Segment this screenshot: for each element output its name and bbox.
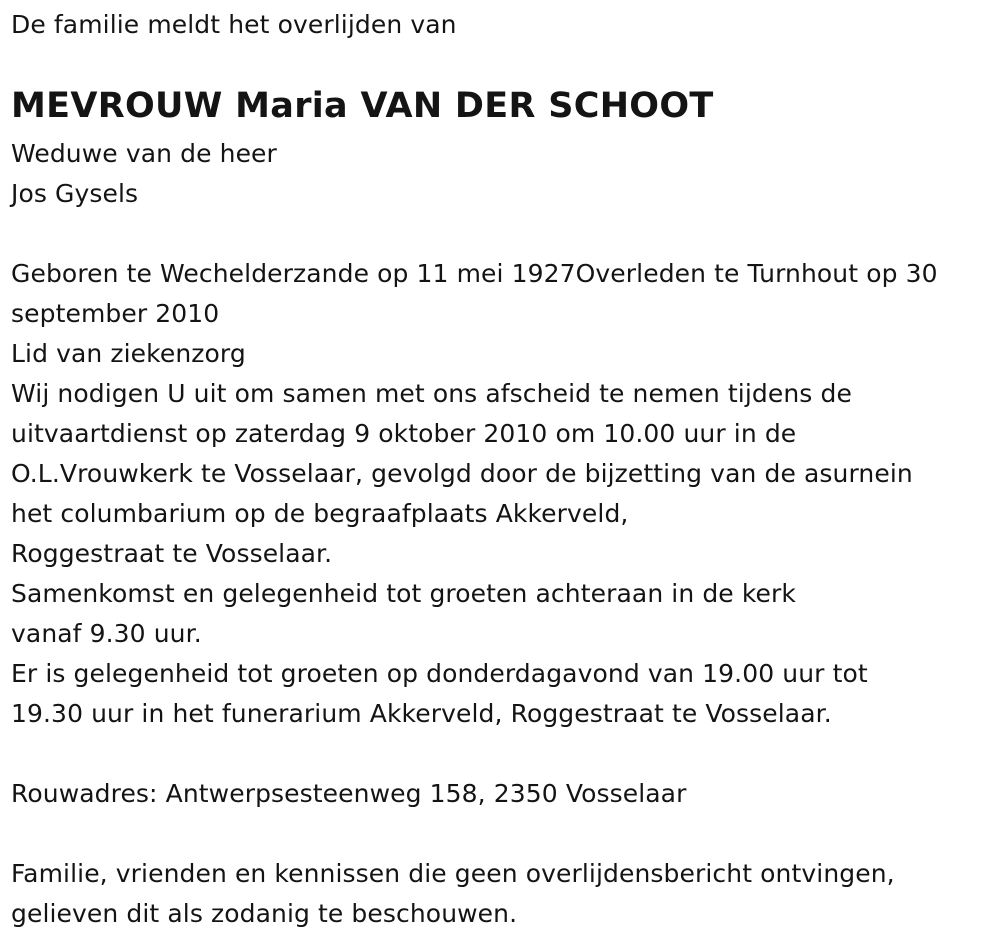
funeral-line: O.L.Vrouwkerk te Vosselaar, gevolgd door de bijzetting van de asurnein: [11, 459, 913, 488]
spouse-line-2: Jos Gysels: [11, 179, 139, 208]
closing-line: Familie, vrienden en kennissen die geen overlijdensbericht ontvingen,: [11, 859, 895, 888]
spouse-line-1: Weduwe van de heer: [11, 139, 277, 168]
mourning-address: Rouwadres: Antwerpsesteenweg 158, 2350 Vosselaar: [11, 779, 687, 808]
birth-death-line-2: september 2010: [11, 299, 220, 328]
gathering-line: Samenkomst en gelegenheid tot groeten achteraan in de kerk: [11, 579, 796, 608]
gathering-line: vanaf 9.30 uur.: [11, 619, 202, 648]
membership-line: Lid van ziekenzorg: [11, 339, 246, 368]
closing-line: gelieven dit als zodanig te beschouwen.: [11, 899, 518, 928]
funeral-line: het columbarium op de begraafplaats Akkerveld,: [11, 499, 629, 528]
funeral-line: Wij nodigen U uit om samen met ons afscheid te nemen tijdens de: [11, 379, 852, 408]
birth-death-line-1: Geboren te Wechelderzande op 11 mei 1927Overleden te Turnhout op 30: [11, 259, 938, 288]
funeral-line: uitvaartdienst op zaterdag 9 oktober 2010 om 10.00 uur in de: [11, 419, 797, 448]
intro-text: De familie meldt het overlijden van: [11, 10, 457, 39]
deceased-name: MEVROUW Maria VAN DER SCHOOT: [11, 86, 714, 126]
funeral-line: Roggestraat te Vosselaar.: [11, 539, 333, 568]
visitation-line: 19.30 uur in het funerarium Akkerveld, Roggestraat te Vosselaar.: [11, 699, 832, 728]
visitation-line: Er is gelegenheid tot groeten op donderdagavond van 19.00 uur tot: [11, 659, 868, 688]
